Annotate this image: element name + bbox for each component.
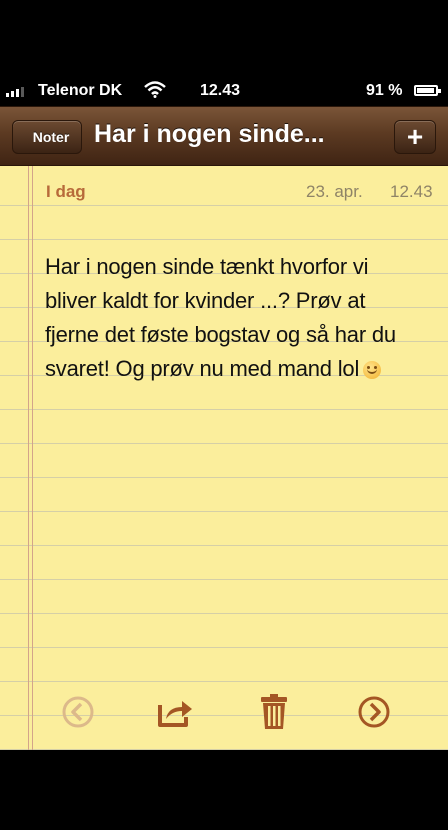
status-bar <box>0 78 448 106</box>
previous-note-button[interactable] <box>58 692 98 732</box>
back-button-label: Noter <box>32 129 70 145</box>
add-note-button[interactable]: + <box>394 120 436 154</box>
battery-icon <box>414 85 438 96</box>
share-icon <box>156 695 194 729</box>
margin-line <box>32 166 33 750</box>
note-line-text: svaret! Og prøv nu med mand lol <box>45 356 360 381</box>
delete-button[interactable] <box>254 692 294 732</box>
note-time: 12.43 <box>390 182 433 201</box>
signal-strength-icon <box>6 83 24 97</box>
note-date: 23. apr. <box>306 182 363 201</box>
bottom-toolbar <box>0 686 448 746</box>
note-line-last <box>45 352 440 386</box>
navigation-bar <box>0 106 448 166</box>
share-button[interactable] <box>155 692 195 732</box>
carrier-name: Telenor DK <box>38 82 123 99</box>
page-title: Har i nogen sinde... <box>94 120 325 148</box>
note-body[interactable] <box>45 250 440 386</box>
wifi-icon <box>144 80 166 103</box>
note-line: Har i nogen sinde tænkt hvorfor vi <box>45 254 369 279</box>
previous-note-icon <box>61 695 95 729</box>
next-note-button[interactable] <box>354 692 394 732</box>
date-label: I dag <box>46 182 86 201</box>
note-line: fjerne det føste bogstav og så har du <box>45 322 396 347</box>
status-clock: 12.43 <box>200 82 241 99</box>
smiley-icon <box>363 361 381 379</box>
back-button[interactable] <box>12 120 82 154</box>
margin-line <box>28 166 29 750</box>
trash-icon <box>259 693 289 731</box>
next-note-icon <box>357 695 391 729</box>
battery-percentage: 91 % <box>366 82 403 99</box>
note-paper[interactable] <box>0 166 448 750</box>
note-line: bliver kaldt for kvinder ...? Prøv at <box>45 288 366 313</box>
